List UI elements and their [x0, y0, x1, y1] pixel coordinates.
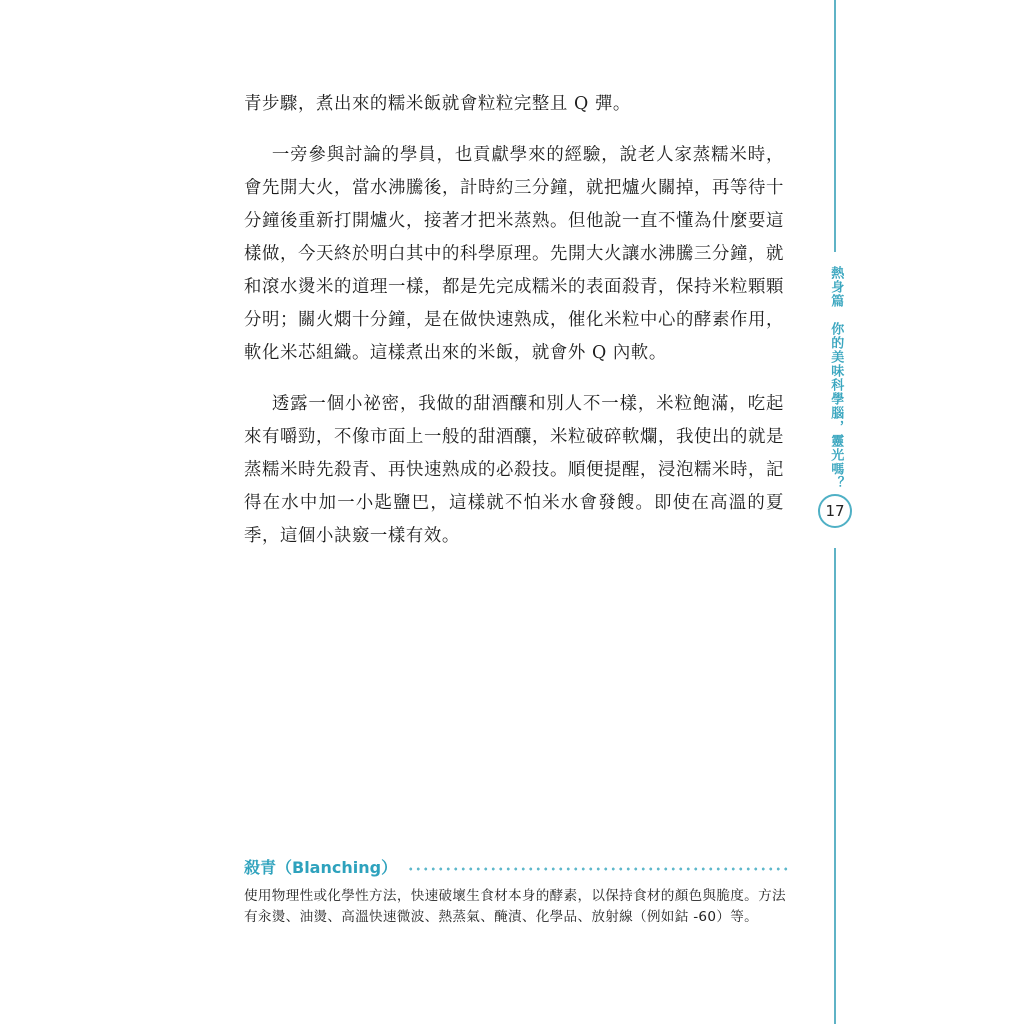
glossary-heading — [244, 855, 788, 878]
paragraph-1: 青步驟，煮出來的糯米飯就會粒粒完整且 Q 彈。 — [244, 94, 631, 114]
running-head-chapter: 你的美味科學腦，靈光嗎？ — [828, 322, 844, 490]
paragraph-2: 一旁參與討論的學員，也貢獻學來的經驗，說老人家蒸糯米時，會先開大火，當水沸騰後，計時約三分鐘，就把爐火關掉，再等待十分鐘後重新打開爐火，接著才把米蒸熟。但他說一直不懂為什麼要這樣做，今天終於明白其中的科學原理。先開大火讓水沸騰三分鐘，就和滾水燙米的道理一樣，都是先完成糯米的表面殺青，保持米粒顆顆分明；關火燜十分鐘，是在做快速熟成，催化米粒中心的酵素作用，軟化米芯組織。這樣煮出來的米飯，就會外 Q 內軟。 — [244, 145, 784, 363]
side-rule-top — [834, 0, 836, 252]
glossary-box — [244, 855, 788, 928]
running-head-section: 熱身篇 — [828, 266, 844, 308]
paragraph-3: 透露一個小祕密，我做的甜酒釀和別人不一樣，米粒飽滿，吃起來有嚼勁，不像市面上一般的甜酒釀，米粒破碎軟爛，我使出的就是蒸糯米時先殺青、再快速熟成的必殺技。順便提醒，浸泡糯米時，記得在水中加一小匙鹽巴，這樣就不怕米水會發餿。即使在高溫的夏季，這個小訣竅一樣有效。 — [244, 394, 784, 546]
glossary-definition: 使用物理性或化學性方法，快速破壞生食材本身的酵素，以保持食材的顏色與脆度。方法有汆燙、油燙、高溫快速微波、熱蒸氣、醃漬、化學品、放射線（例如鈷 -60）等。 — [244, 888, 786, 925]
side-rule-bottom — [834, 548, 836, 1024]
running-head — [822, 266, 848, 490]
body-text — [244, 88, 784, 571]
page-number: 17 — [818, 494, 852, 528]
glossary-term: 殺青（Blanching） — [244, 858, 398, 877]
dotted-leader — [407, 867, 788, 871]
